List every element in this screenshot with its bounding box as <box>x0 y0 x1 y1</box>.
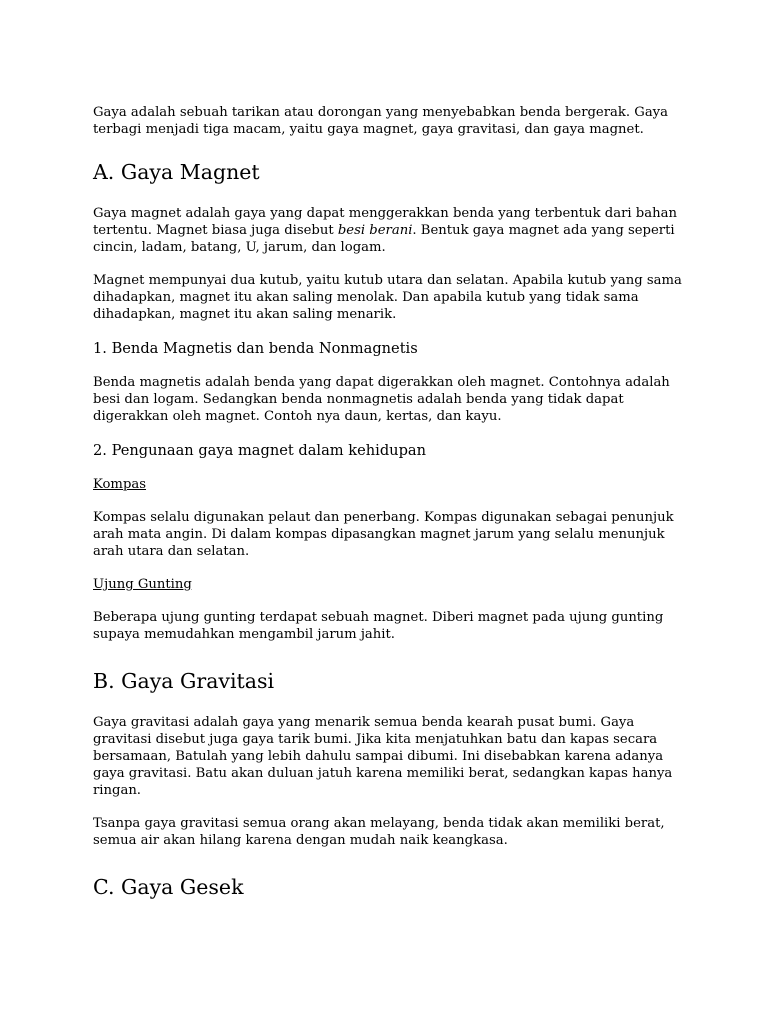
section-a-p1-italic-term: besi berani <box>337 223 413 238</box>
ujung-gunting-paragraph: Beberapa ujung gunting terdapat sebuah magnet. Diberi magnet pada ujung gunting supaya memudahkan mengambil jarum jahit. <box>93 610 664 642</box>
document-page <box>93 104 683 920</box>
subsection-2-heading: 2. Pengunaan gaya magnet dalam kehidupan <box>93 442 427 459</box>
section-a-p1-text: Gaya magnet adalah gaya yang dapat menggerakkan benda yang terbentuk dari bahan tertentu. Magnet biasa juga disebut <box>93 206 677 238</box>
section-b-heading: B. Gaya Gravitasi <box>93 669 275 693</box>
section-c-heading: C. Gaya Gesek <box>93 875 244 899</box>
intro-paragraph: Gaya adalah sebuah tarikan atau dorongan yang menyebabkan benda bergerak. Gaya terbagi menjadi tiga macam, yaitu gaya magnet, gaya gravitasi, dan gaya magnet. <box>93 105 668 137</box>
section-b-paragraph-2: Tsanpa gaya gravitasi semua orang akan melayang, benda tidak akan memiliki berat, semua air akan hilang karena dengan mudah naik keangkasa. <box>93 816 665 848</box>
subsection-1-heading: 1. Benda Magnetis dan benda Nonmagnetis <box>93 340 418 357</box>
kompas-subtitle: Kompas <box>93 477 147 492</box>
section-a-paragraph-1 <box>93 205 683 256</box>
section-a-p1-text-end: . Bentuk gaya magnet ada yang seperti cincin, ladam, batang, U, jarum, dan logam. <box>93 223 675 255</box>
subsection-1-paragraph: Benda magnetis adalah benda yang dapat digerakkan oleh magnet. Contohnya adalah besi dan logam. Sedangkan benda nonmagnetis adalah benda yang tidak dapat digerakkan oleh magnet. Contoh nya daun, kertas, dan kayu. <box>93 375 670 424</box>
section-a-paragraph-2: Magnet mempunyai dua kutub, yaitu kutub utara dan selatan. Apabila kutub yang sama dihadapkan, magnet itu akan saling menolak. Dan apabila kutub yang tidak sama dihadapkan, magnet itu akan saling menarik. <box>93 273 682 322</box>
section-b-paragraph-1: Gaya gravitasi adalah gaya yang menarik semua benda kearah pusat bumi. Gaya gravitasi disebut juga gaya tarik bumi. Jika kita menjatuhkan batu dan kapas secara bersamaan, Batulah yang lebih dahulu sampai dibumi. Ini disebabkan karena adanya gaya gravitasi. Batu akan duluan jatuh karena memiliki berat, sedangkan kapas hanya ringan. <box>93 715 673 798</box>
ujung-gunting-subtitle: Ujung Gunting <box>93 577 192 592</box>
kompas-paragraph: Kompas selalu digunakan pelaut dan penerbang. Kompas digunakan sebagai penunjuk arah mata angin. Di dalam kompas dipasangkan magnet jarum yang selalu menunjuk arah utara dan selatan. <box>93 510 674 559</box>
section-a-heading: A. Gaya Magnet <box>93 160 260 184</box>
